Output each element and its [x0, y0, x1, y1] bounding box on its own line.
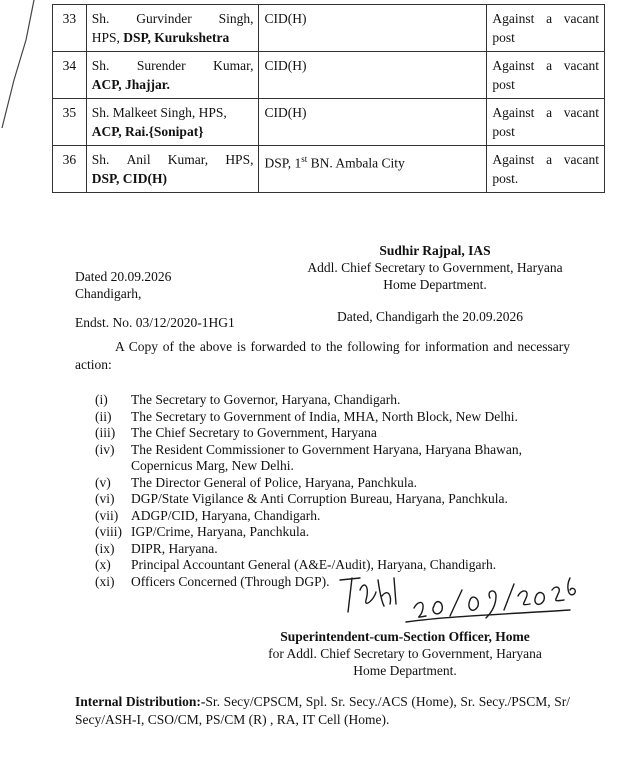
- posted-to-text: CID(H): [264, 58, 307, 73]
- recipient-number: (xi): [95, 573, 115, 589]
- recipient-text: Officers Concerned (Through DGP).: [131, 573, 330, 589]
- name-word: Kumar,: [213, 58, 254, 73]
- posted-to-text: CID(H): [264, 105, 307, 120]
- recipient-number: (v): [95, 474, 111, 490]
- name-word: Surender: [136, 58, 186, 73]
- name-word: Sh.: [91, 11, 110, 26]
- internal-distribution-label: Internal Distribution:-: [75, 694, 206, 709]
- recipient-text: The Resident Commissioner to Government Haryana, Haryana Bhawan, Copernicus Marg, New Delhi.: [131, 441, 523, 473]
- name-word: HPS,: [225, 152, 254, 167]
- table-row: [53, 146, 605, 193]
- section-officer-line3: Home Department.: [353, 663, 457, 678]
- row-number: 35: [53, 99, 87, 146]
- officer-name-cell: [86, 5, 259, 52]
- officer-service: HPS,: [91, 30, 124, 45]
- name-word: Sh.: [91, 58, 110, 73]
- officer-name-cell: [86, 146, 259, 193]
- row-number: 36: [53, 146, 87, 193]
- remarks-cell: Against a vacant post.: [487, 146, 605, 193]
- posted-to-text: CID(H): [264, 11, 307, 26]
- recipient-item: [95, 541, 565, 558]
- remarks-cell: Against a vacant post: [487, 52, 605, 99]
- officer-name-cell: [86, 99, 259, 146]
- recipient-item: [95, 409, 565, 426]
- internal-distribution-text: Sr. Secy/CPSCM, Spl. Sr. Secy./ACS (Home), Sr. Secy./PSCM, Sr/ Secy/ASH-I, CSO/CM, PS/CM (R) , RA, IT Cell (Home).: [75, 694, 570, 727]
- recipient-number: (ix): [95, 540, 115, 556]
- row-number: 34: [53, 52, 87, 99]
- name-word: Singh,: [218, 11, 254, 26]
- signatory-block: [300, 242, 570, 293]
- endst-number: Endst. No. 03/12/2020-1HG1: [75, 315, 235, 330]
- posted-to-cell: [259, 99, 487, 146]
- recipient-text: DGP/State Vigilance & Anti Corruption Bureau, Haryana, Panchkula.: [131, 491, 508, 506]
- officer-designation: ACP, Rai.{Sonipat}: [91, 124, 204, 139]
- signatory-department: Home Department.: [383, 277, 487, 292]
- copy-intro: A Copy of the above is forwarded to the following for information and necessary action:: [75, 339, 570, 372]
- officer-name-cell: [86, 52, 259, 99]
- posted-to-cell: [259, 5, 487, 52]
- posted-to-text: DSP, 1: [264, 155, 302, 171]
- recipient-text: ADGP/CID, Haryana, Chandigarh.: [131, 507, 321, 523]
- recipient-item: [95, 524, 565, 541]
- recipient-text: Principal Accountant General (A&E-/Audit), Haryana, Chandigarh.: [131, 557, 497, 572]
- officer-designation: DSP, CID(H): [91, 171, 167, 186]
- officer-designation-line: [92, 122, 254, 141]
- signatory-name: Sudhir Rajpal, IAS: [379, 243, 491, 258]
- section-officer-block: [255, 628, 555, 679]
- handwritten-signature: [330, 560, 590, 630]
- table-row: [53, 5, 605, 52]
- recipient-text: The Secretary to Governor, Haryana, Chandigarh.: [131, 392, 401, 407]
- officer-designation-line: [92, 28, 254, 47]
- scan-edge-line: [0, 0, 36, 130]
- name-word: Sh. Malkeet Singh, HPS,: [91, 105, 227, 120]
- recipient-item: [95, 442, 565, 475]
- dated-line: Dated 20.09.2026: [75, 269, 172, 284]
- recipient-number: (ii): [95, 408, 112, 424]
- officer-name-line: [92, 150, 254, 169]
- posted-to-cell: [259, 52, 487, 99]
- table-row: [53, 99, 605, 146]
- officer-designation: DSP, Kurukshetra: [123, 30, 230, 45]
- officer-name-line: [92, 103, 254, 122]
- remarks-cell: Against a vacant post: [487, 99, 605, 146]
- endst-dated: Dated, Chandigarh the 20.09.2026: [337, 309, 523, 324]
- recipient-number: (iv): [95, 441, 115, 457]
- posting-table: [52, 4, 605, 193]
- recipient-number: (iii): [95, 425, 116, 440]
- internal-distribution: [75, 693, 570, 729]
- officer-designation-line: [92, 75, 254, 94]
- table-row: [53, 52, 605, 99]
- row-number: 33: [53, 5, 87, 52]
- recipient-item: [95, 425, 565, 442]
- posted-to-cell: [259, 146, 487, 193]
- recipient-item: [95, 491, 565, 508]
- recipient-text: IGP/Crime, Haryana, Panchkula.: [131, 524, 310, 539]
- officer-designation-line: [92, 169, 254, 188]
- section-officer-line2: for Addl. Chief Secretary to Government, Haryana: [268, 646, 542, 661]
- officer-name-line: [92, 56, 254, 75]
- recipient-text: The Chief Secretary to Government, Haryana: [131, 425, 377, 440]
- recipient-text: The Secretary to Government of India, MHA, North Block, New Delhi.: [131, 408, 518, 424]
- posted-to-text-rest: BN. Ambala City: [307, 155, 405, 171]
- officer-designation: ACP, Jhajjar.: [91, 77, 170, 92]
- recipient-number: (x): [95, 557, 111, 572]
- posted-to-superscript: st: [301, 154, 308, 164]
- recipient-number: (i): [95, 392, 108, 407]
- name-word: Gurvinder: [136, 11, 192, 26]
- name-word: Kumar,: [167, 152, 209, 167]
- section-officer-title: Superintendent-cum-Section Officer, Home: [280, 629, 530, 644]
- recipient-item: [95, 475, 565, 492]
- recipient-number: (vi): [95, 491, 115, 506]
- recipient-item: [95, 392, 565, 409]
- officer-name-line: [92, 9, 254, 28]
- recipient-number: (viii): [95, 524, 122, 539]
- recipient-item: [95, 508, 565, 525]
- remarks-cell: Against a vacant post: [487, 5, 605, 52]
- name-word: Anil: [126, 152, 151, 167]
- recipient-number: (vii): [95, 507, 119, 523]
- place-line: Chandigarh,: [75, 286, 142, 301]
- recipient-text: The Director General of Police, Haryana, Panchkula.: [131, 474, 418, 490]
- recipient-text: DIPR, Haryana.: [131, 540, 218, 556]
- signatory-designation: Addl. Chief Secretary to Government, Haryana: [307, 260, 563, 275]
- name-word: Sh.: [91, 152, 110, 167]
